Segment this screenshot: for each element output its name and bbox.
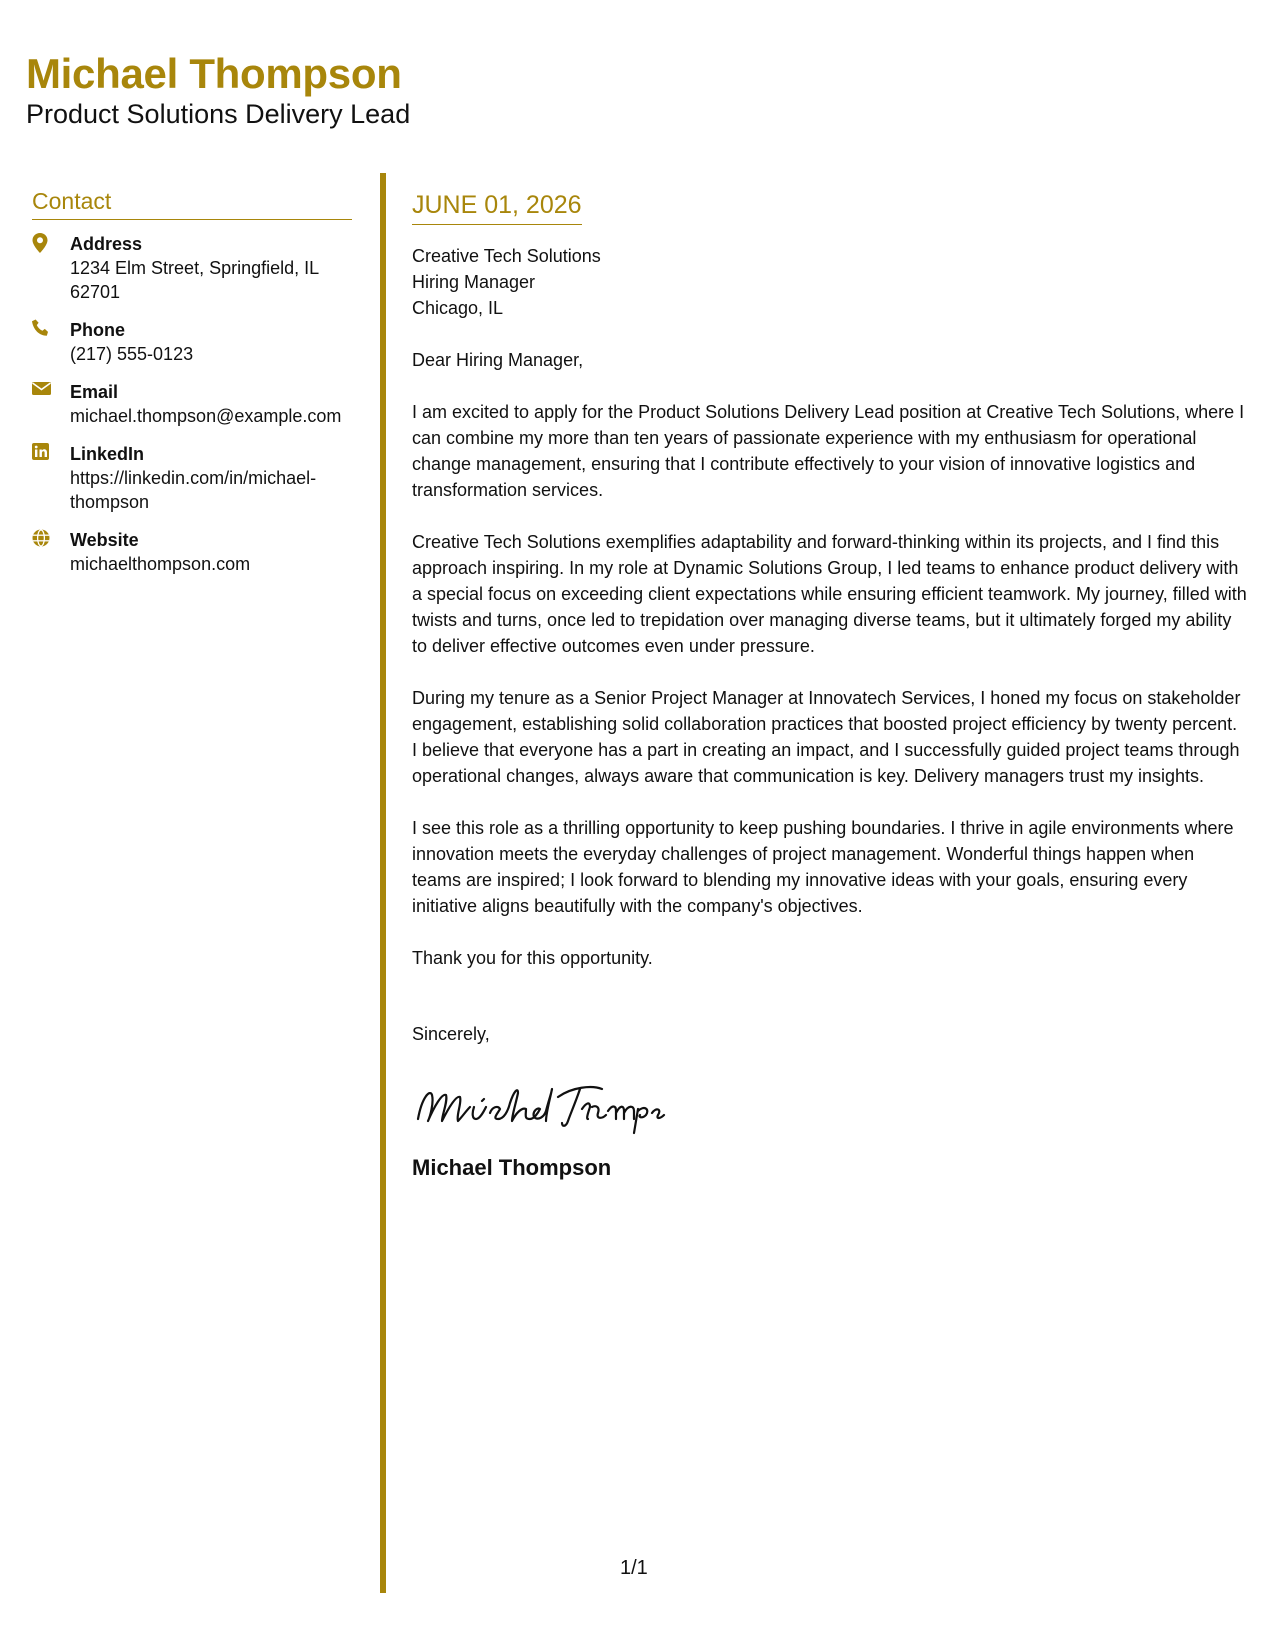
salutation: Dear Hiring Manager, bbox=[412, 350, 584, 370]
address-label: Address bbox=[70, 234, 143, 254]
paragraph: Creative Tech Solutions exemplifies adaptability and forward-thinking within its projects, and I find this approach inspiring. In my role at Dynamic Solutions Group, I led teams to enhance product delivery with a special focus on exceeding client expectations while ensuring efficient teamwork. My journey, filled with twists and turns, once led to trepidation over managing diverse teams, but it ultimately forged my ability to deliver effective outcomes even under pressure. bbox=[412, 532, 1247, 656]
signer-name: Michael Thompson bbox=[412, 1155, 612, 1180]
page-number: 1/1 bbox=[620, 1557, 648, 1579]
phone-value: (217) 555-0123 bbox=[70, 344, 194, 364]
candidate-title: Product Solutions Delivery Lead bbox=[26, 99, 411, 129]
map-pin-icon bbox=[32, 232, 70, 304]
paragraph: I am excited to apply for the Product Solutions Delivery Lead position at Creative Tech Solutions, where I can combine my more than ten years of passionate experience with my enthusiasm for operational change management, ensuring that I contribute effectively to your vision of innovative logistics and transformation services. bbox=[412, 402, 1245, 500]
website-value[interactable]: michaelthompson.com bbox=[70, 554, 251, 574]
linkedin-label: LinkedIn bbox=[70, 444, 145, 464]
contact-website bbox=[32, 528, 352, 576]
contact-heading: Contact bbox=[32, 188, 352, 220]
contact-list bbox=[32, 232, 352, 576]
recipient-block bbox=[412, 243, 1247, 321]
recipient-title: Hiring Manager bbox=[412, 272, 536, 292]
letter-date: JUNE 01, 2026 bbox=[412, 190, 582, 225]
email-label: Email bbox=[70, 382, 119, 402]
contact-sidebar bbox=[32, 188, 352, 590]
linkedin-icon bbox=[32, 442, 70, 514]
address-value: 1234 Elm Street, Springfield, IL 62701 bbox=[70, 258, 319, 302]
paragraph: I see this role as a thrilling opportunity to keep pushing boundaries. I thrive in agile environments where innovation meets the everyday challenges of project management. Wonderful things happen when teams are inspired; I look forward to blending my innovative ideas with your goals, ensuring every initiative aligns beautifully with the company's objectives. bbox=[412, 818, 1234, 916]
candidate-name: Michael Thompson bbox=[26, 50, 402, 97]
linkedin-value[interactable]: https://linkedin.com/in/michael-thompson bbox=[70, 468, 317, 512]
recipient-location: Chicago, IL bbox=[412, 298, 504, 318]
phone-icon bbox=[32, 318, 70, 366]
handwritten-signature bbox=[412, 1077, 1247, 1137]
recipient-company: Creative Tech Solutions bbox=[412, 246, 601, 266]
contact-address bbox=[32, 232, 352, 304]
website-label: Website bbox=[70, 530, 139, 550]
paragraph: Thank you for this opportunity. bbox=[412, 948, 653, 968]
contact-linkedin bbox=[32, 442, 352, 514]
globe-icon bbox=[32, 528, 70, 576]
paragraph: During my tenure as a Senior Project Manager at Innovatech Services, I honed my focus on stakeholder engagement, establishing solid collaboration practices that boosted project efficiency by twenty percent. I believe that everyone has a part in creating an impact, and I successfully guided project teams through operational changes, always aware that communication is key. Delivery managers trust my insights. bbox=[412, 688, 1241, 786]
envelope-icon bbox=[32, 380, 70, 428]
letter-body bbox=[412, 190, 1247, 1181]
phone-label: Phone bbox=[70, 320, 126, 340]
contact-email bbox=[32, 380, 352, 428]
contact-phone bbox=[32, 318, 352, 366]
closing: Sincerely, bbox=[412, 1024, 490, 1044]
email-value[interactable]: michael.thompson@example.com bbox=[70, 406, 342, 426]
header bbox=[26, 50, 410, 130]
vertical-divider bbox=[380, 173, 386, 1593]
